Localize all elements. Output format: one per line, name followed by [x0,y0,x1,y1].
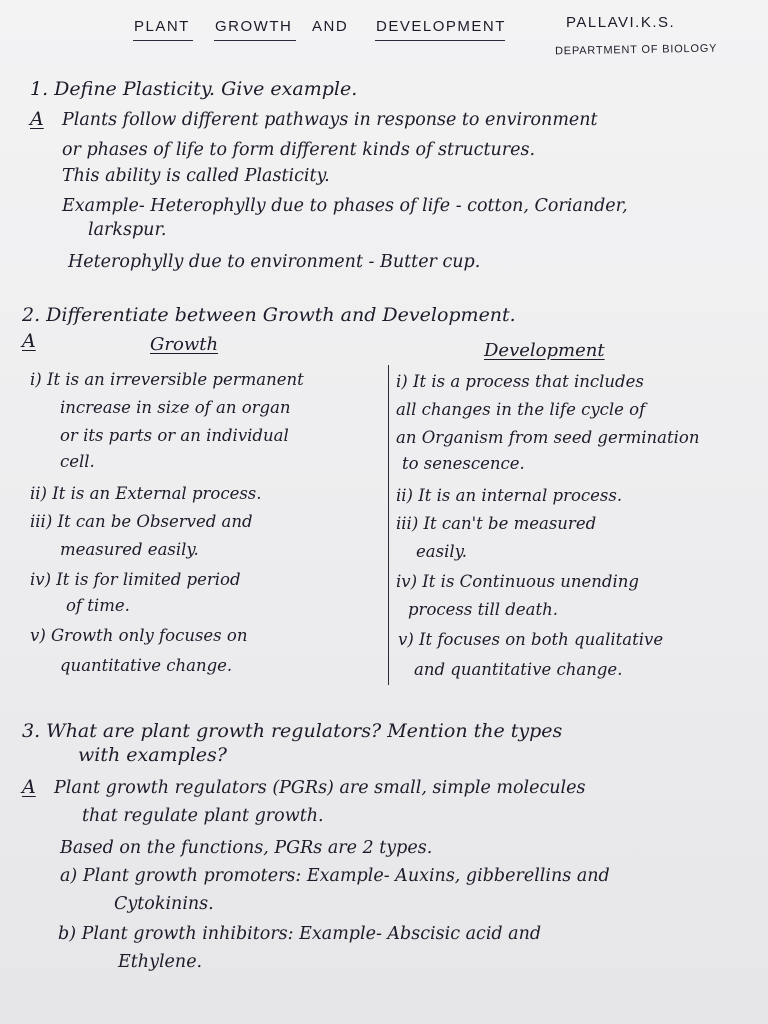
growth-point: iv) It is for limited period [30,570,241,589]
growth-point: measured easily. [60,540,199,559]
q3-line: Plant growth regulators (PGRs) are small, simple molecules [54,778,586,798]
q2-question: 2. Differentiate between Growth and Development. [22,304,516,326]
q1-line: Example- Heterophylly due to phases of life - cotton, Coriander, [62,196,628,216]
department-name: DEPARTMENT OF BIOLOGY [554,42,718,58]
title-word-plant: PLANT [134,18,190,35]
growth-point: ii) It is an External process. [30,484,262,503]
q1-line: larkspur. [88,220,167,240]
column-divider [388,365,389,685]
growth-point: or its parts or an individual [60,426,289,445]
q2-answer-marker: A [22,330,36,352]
q3-line: Ethylene. [118,952,203,972]
q1-line: This ability is called Plasticity. [62,166,330,186]
growth-point: quantitative change. [60,656,233,675]
development-point: and quantitative change. [414,660,623,679]
title-word-development: DEVELOPMENT [376,18,506,35]
development-point: iv) It is Continuous unending [396,572,639,591]
growth-point: iii) It can be Observed and [30,512,253,531]
development-point: iii) It can't be measured [396,514,597,533]
development-point: all changes in the life cycle of [396,400,646,419]
development-point: process till death. [408,600,558,619]
title-underline [133,40,193,41]
q3-line: Based on the functions, PGRs are 2 types. [60,838,433,858]
title-underline [214,40,296,41]
growth-column-heading: Growth [150,334,219,355]
q1-line: Heterophylly due to environment - Butter cup. [68,252,481,272]
q3-question: 3. What are plant growth regulators? Mention the types [22,720,563,742]
development-point: v) It focuses on both qualitative [398,630,664,649]
q3-line: b) Plant growth inhibitors: Example- Abscisic acid and [58,924,542,944]
development-point: ii) It is an internal process. [396,486,623,505]
development-point: i) It is a process that includes [396,372,644,391]
q1-line: Plants follow different pathways in response to environment [62,110,598,130]
growth-point: of time. [66,596,130,615]
q3-answer-marker: A [22,776,36,798]
growth-point: increase in size of an organ [60,398,291,417]
growth-point: cell. [60,452,95,471]
q1-answer-marker: A [30,108,44,130]
title-word-growth: GROWTH [215,18,293,35]
growth-point: i) It is an irreversible permanent [30,370,304,389]
q1-question: 1. Define Plasticity. Give example. [30,78,358,100]
development-point: an Organism from seed germination [396,428,700,447]
author-name: PALLAVI.K.S. [566,14,676,31]
q3-line: a) Plant growth promoters: Example- Auxins, gibberellins and [60,866,610,886]
development-point: to senescence. [402,454,525,473]
development-point: easily. [416,542,467,561]
q3-question-continued: with examples? [78,744,227,766]
growth-point: v) Growth only focuses on [30,626,248,645]
title-underline [375,40,505,41]
development-column-heading: Development [484,340,605,361]
title-word-and: AND [312,18,349,35]
q3-line: that regulate plant growth. [82,806,324,826]
q3-line: Cytokinins. [114,894,214,914]
q1-line: or phases of life to form different kinds of structures. [62,140,536,160]
